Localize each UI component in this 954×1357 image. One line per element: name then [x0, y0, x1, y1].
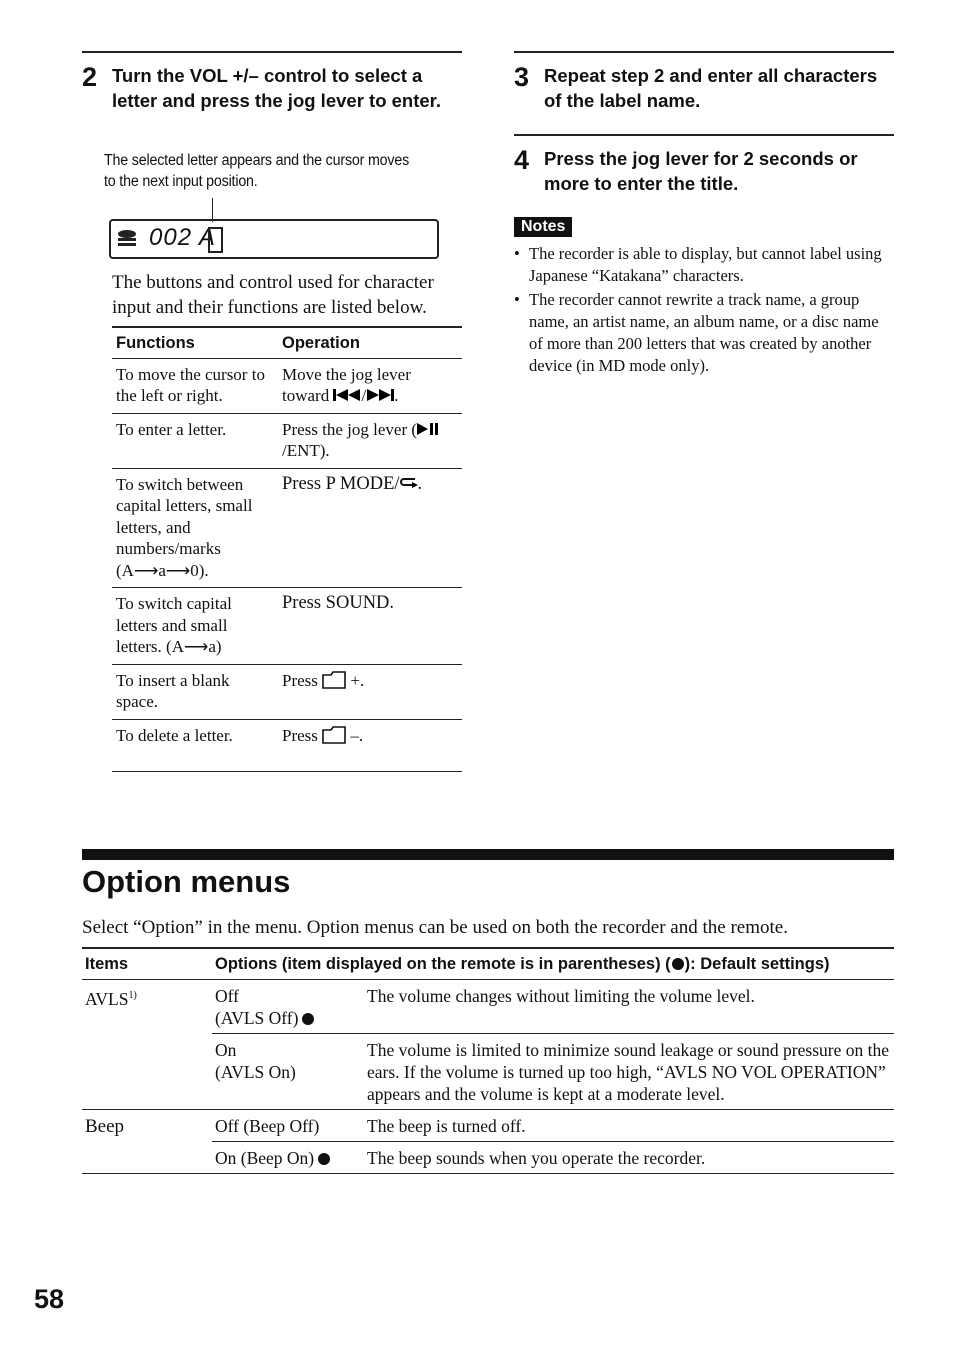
- operation-cell: Press P MODE/ .: [278, 468, 462, 588]
- option-cell: Off (AVLS Off): [212, 980, 364, 1034]
- options-header: Options (item displayed on the remote is in parentheses) ( ): Default settings): [212, 948, 894, 980]
- list-item: • The recorder cannot rewrite a track name, a group name, an artist name, an album name, or a disc name of more than 200 letters that was created by another device (in MD mode only).: [514, 290, 879, 375]
- operation-cell: Press +.: [278, 664, 462, 719]
- description-cell: The volume changes without limiting the volume level.: [364, 980, 894, 1034]
- list-item: • The recorder is able to display, but cannot label using Japanese “Katakana” characters.: [514, 244, 882, 285]
- operation-cell: Press SOUND.: [278, 588, 462, 665]
- step3-title: Repeat step 2 and enter all characters of the label name.: [544, 65, 878, 111]
- options-table: [82, 947, 894, 1174]
- step2-title: Turn the VOL +/– control to select a letter and press the jog lever to enter.: [112, 65, 441, 111]
- step4-title: Press the jog lever for 2 seconds or more to enter the title.: [544, 148, 858, 194]
- function-cell: To move the cursor to the left or right.: [112, 358, 278, 413]
- default-dot-icon: [302, 1013, 314, 1025]
- cursor-block: [208, 227, 223, 253]
- bullet: •: [514, 290, 520, 309]
- function-cell: To enter a letter.: [112, 413, 278, 468]
- arrow-icon: ⟶: [165, 560, 191, 580]
- arrow-icon: ⟶: [133, 560, 159, 580]
- function-cell: To insert a blank space.: [112, 664, 278, 719]
- step3-rule: [514, 51, 894, 53]
- option-cell: On (Beep On): [212, 1142, 364, 1174]
- step2-rule: [82, 51, 462, 53]
- lcd-display: [109, 219, 439, 259]
- table-row: [112, 468, 462, 588]
- option-cell: Off (Beep Off): [212, 1110, 364, 1142]
- table-row: [112, 588, 462, 665]
- table-row: [112, 358, 462, 413]
- default-dot-icon: [318, 1153, 330, 1165]
- section-intro: Select “Option” in the menu. Option menus can be used on both the recorder and the remote.: [82, 917, 788, 938]
- page-number: 58: [34, 1284, 65, 1314]
- notes-label: Notes: [514, 217, 572, 237]
- default-dot-icon: [672, 958, 684, 970]
- description-cell: The beep sounds when you operate the recorder.: [364, 1142, 894, 1174]
- group-folder-icon: [322, 671, 346, 689]
- operation-cell: Press the jog lever (/ENT).: [278, 413, 462, 468]
- section-title: Option menus: [82, 864, 291, 899]
- description-cell: The beep is turned off.: [364, 1110, 894, 1142]
- function-cell: To switch capital letters and small letters. (A⟶a): [112, 588, 278, 665]
- operation-header: Operation: [278, 327, 462, 358]
- play-pause-icon: [417, 423, 439, 435]
- function-cell: To delete a letter.: [112, 719, 278, 771]
- items-header: Items: [82, 948, 212, 980]
- step2-number: 2: [82, 62, 98, 92]
- function-intro: The buttons and control used for character input and their functions are listed below.: [112, 272, 434, 318]
- table-row: [82, 1110, 894, 1142]
- group-folder-icon: [322, 726, 346, 744]
- step4-rule: [514, 134, 894, 136]
- function-cell: To switch between capital letters, small letters, and numbers/marks (A⟶a⟶0).: [112, 468, 278, 588]
- functions-table: [112, 326, 462, 772]
- previous-track-icon: [333, 389, 361, 401]
- next-track-icon: [366, 389, 394, 401]
- operation-cell: Press –.: [278, 719, 462, 771]
- notes-list: [514, 243, 894, 379]
- table-row: [112, 719, 462, 771]
- step4-number: 4: [514, 145, 530, 175]
- operation-cell: Move the jog lever toward / .: [278, 358, 462, 413]
- step2-caption: The selected letter appears and the cursor moves to the next input position.: [104, 152, 410, 190]
- avls-item: AVLS$^{1)}$: [82, 980, 212, 1110]
- disc-icon: [116, 229, 138, 254]
- lcd-text: 002 A: [149, 224, 216, 251]
- table-row: [112, 413, 462, 468]
- repeat-icon: [400, 477, 418, 489]
- description-cell: The volume is limited to minimize sound leakage or sound pressure on the ears. If the volume is turned up too high, “AVLS NO VOL OPERATION” appears and the volume is kept at a moderate level.: [364, 1034, 894, 1110]
- bullet: •: [514, 244, 520, 263]
- section-bar: [82, 849, 894, 860]
- step3-number: 3: [514, 62, 530, 92]
- option-cell: On (AVLS On): [212, 1034, 364, 1110]
- functions-header: Functions: [112, 327, 278, 358]
- arrow-icon: ⟶: [183, 637, 209, 656]
- table-row: [112, 664, 462, 719]
- beep-item: Beep: [82, 1110, 212, 1174]
- table-row: [82, 980, 894, 1034]
